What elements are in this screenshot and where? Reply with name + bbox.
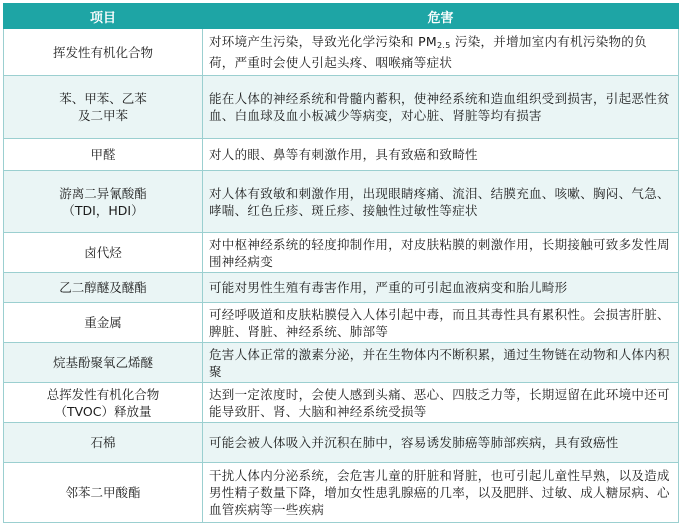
row-item-name: 重金属 [4,303,203,343]
table-row [4,76,679,139]
item-name-line2: （TDI，HDI） [62,202,144,218]
row-hazard-desc: 对人的眼、鼻等有刺激作用，具有致癌和致畸性 [203,139,679,171]
row-hazard-desc: 可经呼吸道和皮肤粘膜侵入人体引起中毒，而且其毒性具有累积性。会损害肝脏、脾脏、肾脏、神经系统、肺部等 [203,303,679,343]
row-hazard-desc: 可能会被人体吸入并沉积在肺中，容易诱发肺癌等肺部疾病，具有致癌性 [203,423,679,463]
table-row [4,383,679,423]
row-hazard-desc: 达到一定浓度时，会使人感到头痛、恶心、四肢乏力等，长期逗留在此环境中还可能导致肝、肾、大脑和神经系统受损等 [203,383,679,423]
item-name-line2: 及二甲苯 [77,108,128,123]
table-row [4,233,679,273]
table-row [4,463,679,523]
header-hazard: 危害 [203,4,679,29]
row-item-name: 甲醛 [4,139,203,171]
row-item-name: 邻苯二甲酸酯 [4,463,203,523]
row-hazard-desc: 可能对男性生殖有毒害作用，严重的可引起血液病变和胎儿畸形 [203,273,679,303]
table-row [4,29,679,76]
row-item-name [4,383,203,423]
item-name-line1: 总挥发性有机化合物 [46,386,160,402]
voc-desc-part1: 对环境产生污染，导致光化学污染和 PM [209,34,437,49]
item-name-line2: （TVOC）释放量 [54,403,152,419]
row-item-name: 石棉 [4,423,203,463]
row-item-name: 乙二醇醚及醚酯 [4,273,203,303]
row-hazard-desc: 对中枢神经系统的轻度抑制作用，对皮肤粘膜的刺激作用，长期接触可致多发性周围神经病变 [203,233,679,273]
hazard-table-container [3,3,678,523]
row-hazard-desc: 对人体有致敏和刺激作用，出现眼睛疼痛、流泪、结膜充血、咳嗽、胸闷、气急、哮喘、红色丘疹、斑丘疹、接触性过敏性等症状 [203,171,679,233]
table-row [4,171,679,233]
row-hazard-desc: 危害人体正常的激素分泌，并在生物体内不断积累，通过生物链在动物和人体内积聚 [203,343,679,383]
header-item: 项目 [4,4,203,29]
table-header-row [4,4,679,29]
row-item-name: 卤代烃 [4,233,203,273]
voc-desc-subscript: 2.5 [437,41,451,50]
row-hazard-desc: 能在人体的神经系统和骨髓内蓄积，使神经系统和造血组织受到损害，引起恶性贫血、白血球及血小板减少等病变，对心脏、肾脏等均有损害 [203,76,679,139]
table-row [4,139,679,171]
row-item-name: 烷基酚聚氧乙烯醚 [4,343,203,383]
table-row [4,303,679,343]
item-name-line1: 游离二异氰酸酯 [59,185,147,201]
table-row [4,343,679,383]
hazard-table [3,3,679,523]
row-item-name: 挥发性有机化合物 [4,29,203,76]
voc-desc-part2: 污染，并增加室内有机污染物的负荷，严重时会使人引起头疼、咽喉痛等症状 [209,34,647,70]
row-hazard-desc [203,29,679,76]
item-name-line1: 苯、甲苯、乙苯 [59,91,147,106]
row-item-name [4,76,203,139]
table-row [4,423,679,463]
table-row [4,273,679,303]
row-item-name [4,171,203,233]
row-hazard-desc: 干扰人体内分泌系统，会危害儿童的肝脏和肾脏，也可引起儿童性早熟，以及造成男性精子数量下降，增加女性患乳腺癌的几率，以及肥胖、过敏、成人糖尿病、心血管疾病等一些疾病 [203,463,679,523]
